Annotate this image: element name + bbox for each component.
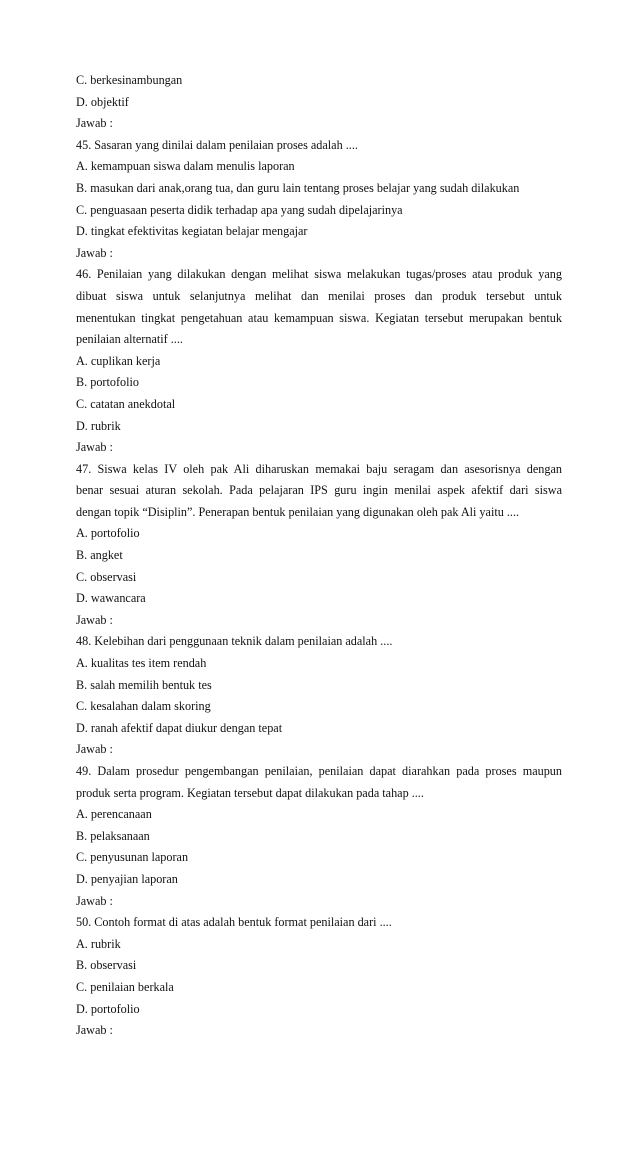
- question-47: [76, 459, 562, 524]
- option-d-q45: D. tingkat efektivitas kegiatan belajar mengajar: [76, 224, 308, 239]
- option-c-q50: C. penilaian berkala: [76, 979, 174, 994]
- document-page: [76, 70, 562, 1042]
- option-d-q48: D. ranah afektif dapat diukur dengan tepat: [76, 720, 283, 735]
- option-b-q50: B. observasi: [76, 958, 137, 973]
- answer-label-q44: Jawab :: [76, 116, 113, 131]
- option-b-q47: B. angket: [76, 548, 123, 563]
- question-46-line: dibuat siswa untuk selanjutnya melihat dan menilai proses dan produk tersebut untuk: [76, 288, 562, 303]
- question-49-line: 49. Dalam prosedur pengembangan penilaian, penilaian dapat diarahkan pada proses maupun: [76, 764, 562, 778]
- option-d-q46: D. rubrik: [76, 418, 121, 433]
- question-49: [76, 761, 562, 804]
- answer-label-q46: Jawab :: [76, 440, 113, 455]
- option-a-q45: A. kemampuan siswa dalam menulis laporan: [76, 159, 295, 174]
- answer-label-q45: Jawab :: [76, 245, 113, 260]
- option-c-q46: C. catatan anekdotal: [76, 396, 176, 411]
- answer-label-q47: Jawab :: [76, 612, 113, 627]
- option-c-q49: C. penyusunan laporan: [76, 850, 189, 865]
- question-47-line: benar sesuai aturan sekolah. Pada pelajaran IPS guru ingin menilai aspek afektif dari siswa: [76, 483, 562, 498]
- question-50: 50. Contoh format di atas adalah bentuk format penilaian dari ....: [76, 915, 392, 930]
- option-c-q47: C. observasi: [76, 569, 137, 584]
- question-46-line: 46. Penilaian yang dilakukan dengan melihat siswa melakukan tugas/proses atau produk yang: [76, 267, 562, 282]
- question-46: [76, 264, 562, 350]
- answer-label-q48: Jawab :: [76, 742, 113, 757]
- option-a-q50: A. rubrik: [76, 936, 121, 951]
- option-b-q46: B. portofolio: [76, 375, 139, 390]
- option-c-q45: C. penguasaan peserta didik terhadap apa yang sudah dipelajarinya: [76, 202, 403, 217]
- option-a-q49: A. perencanaan: [76, 807, 152, 822]
- answer-label-q49: Jawab :: [76, 893, 113, 908]
- option-b-q49: B. pelaksanaan: [76, 828, 150, 843]
- option-d-q44: D. objektif: [76, 94, 129, 109]
- option-b-q45: B. masukan dari anak,orang tua, dan guru lain tentang proses belajar yang sudah dilakukan: [76, 180, 520, 195]
- question-48: 48. Kelebihan dari penggunaan teknik dalam penilaian adalah ....: [76, 634, 393, 649]
- option-b-q48: B. salah memilih bentuk tes: [76, 677, 212, 692]
- question-45: 45. Sasaran yang dinilai dalam penilaian proses adalah ....: [76, 137, 358, 152]
- question-49-line: produk serta program. Kegiatan tersebut dapat dilakukan pada tahap ....: [76, 785, 424, 800]
- question-47-line: dengan topik “Disiplin”. Penerapan bentuk penilaian yang digunakan oleh pak Ali yaitu ....: [76, 504, 520, 519]
- answer-label-q50: Jawab :: [76, 1023, 113, 1038]
- option-d-q47: D. wawancara: [76, 591, 146, 606]
- option-d-q50: D. portofolio: [76, 1001, 140, 1016]
- option-a-q47: A. portofolio: [76, 526, 140, 541]
- option-c-q44: C. berkesinambungan: [76, 73, 183, 87]
- option-a-q46: A. cuplikan kerja: [76, 353, 161, 368]
- option-d-q49: D. penyajian laporan: [76, 871, 178, 886]
- question-46-line: menentukan tingkat pengetahuan atau kemampuan siswa. Kegiatan tersebut merupakan bentuk: [76, 310, 562, 325]
- question-46-line: penilaian alternatif ....: [76, 332, 183, 347]
- option-a-q48: A. kualitas tes item rendah: [76, 656, 207, 671]
- option-c-q48: C. kesalahan dalam skoring: [76, 699, 211, 714]
- question-47-line: 47. Siswa kelas IV oleh pak Ali diharuskan memakai baju seragam dan asesorisnya dengan: [76, 461, 562, 476]
